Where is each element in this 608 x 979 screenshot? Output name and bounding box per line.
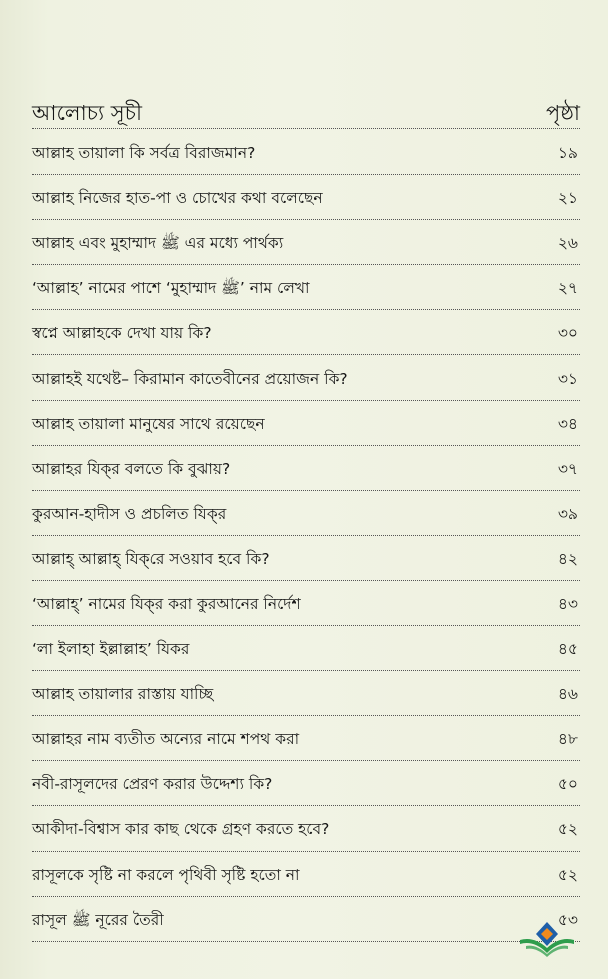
toc-entry-title: আল্লাহ নিজের হাত-পা ও চোখের কথা বলেছেন (32, 189, 323, 208)
toc-entry-page: ৫৩ (557, 910, 578, 929)
toc-header (32, 94, 580, 129)
toc-entry-title: আল্লাহই যথেষ্ট– কিরামান কাতেবীনের প্রয়োজন কি? (32, 369, 348, 388)
toc-entry-title: আকীদা-বিশ্বাস কার কাছ থেকে গ্রহণ করতে হবে? (32, 820, 330, 839)
toc-entry[interactable] (32, 716, 580, 761)
toc-entry-title: রাসূলকে সৃষ্টি না করলে পৃথিবী সৃষ্টি হতো না (32, 865, 300, 884)
toc-entry-page: ৩৭ (557, 459, 578, 478)
toc-entry-title: আল্লাহর নাম ব্যতীত অন্যের নামে শপথ করা (32, 730, 300, 749)
publisher-logo-icon (518, 918, 576, 958)
toc-entry-page: ৩৯ (557, 504, 578, 523)
toc-entry-page: ৫২ (557, 865, 578, 884)
toc-entry-title: স্বপ্নে আল্লাহকে দেখা যায় কি? (32, 324, 212, 343)
toc-entry[interactable] (32, 671, 580, 716)
toc-entry[interactable] (32, 581, 580, 626)
toc-entry-title: আল্লাহ তায়ালা কি সর্বত্র বিরাজমান? (32, 144, 256, 163)
toc-entry-title: আল্লাহ তায়ালার রাস্তায় যাচ্ছি (32, 685, 214, 704)
toc-entry[interactable] (32, 265, 580, 310)
toc-entry-title: রাসূল ﷺ নূরের তৈরী (32, 910, 164, 929)
toc-entry-page: ২১ (557, 189, 578, 208)
toc-entry-page: ৪৮ (557, 730, 578, 749)
toc-entry[interactable] (32, 401, 580, 446)
toc-entry[interactable] (32, 626, 580, 671)
toc-entry-page: ৪২ (557, 549, 578, 568)
toc-entry-page: ৪৬ (557, 685, 578, 704)
toc-entry[interactable] (32, 355, 580, 400)
table-of-contents (32, 130, 580, 942)
toc-entry-page: ১৯ (557, 144, 578, 163)
toc-entry[interactable] (32, 761, 580, 806)
toc-entry[interactable] (32, 130, 580, 175)
contents-heading: আলোচ্য সূচী (32, 101, 142, 125)
toc-entry-title: ‘লা ইলাহা ইল্লাল্লাহ’ যিকর (32, 640, 190, 659)
toc-entry[interactable] (32, 491, 580, 536)
toc-entry-title: কুরআন-হাদীস ও প্রচলিত যিক্‌র (32, 504, 227, 523)
toc-entry-title: আল্লাহর যিক্‌র বলতে কি বুঝায়? (32, 459, 231, 478)
toc-entry-page: ৫২ (557, 820, 578, 839)
toc-entry-title: আল্লাহ্‌ আল্লাহ্‌ যিক্‌রে সওয়াব হবে কি? (32, 549, 270, 568)
page-heading: পৃষ্ঠা (545, 101, 580, 125)
toc-entry-title: নবী-রাসূলদের প্রেরণ করার উদ্দেশ্য কি? (32, 775, 273, 794)
toc-entry-page: ৩১ (557, 369, 578, 388)
toc-entry-title: আল্লাহ তায়ালা মানুষের সাথে রয়েছেন (32, 414, 265, 433)
toc-entry-page: ৩০ (557, 324, 578, 343)
toc-entry[interactable] (32, 310, 580, 355)
toc-entry-page: ৩৪ (557, 414, 578, 433)
toc-entry-title: ‘আল্লাহ্‌’ নামের যিক্‌র করা কুরআনের নির্দেশ (32, 594, 301, 613)
toc-entry[interactable] (32, 852, 580, 897)
toc-entry-page: ২৭ (557, 279, 578, 298)
toc-entry[interactable] (32, 446, 580, 491)
toc-entry[interactable] (32, 175, 580, 220)
toc-entry-page: ৫০ (557, 775, 578, 794)
toc-entry-page: ২৬ (557, 234, 578, 253)
toc-entry-title: আল্লাহ এবং মুহাম্মাদ ﷺ এর মধ্যে পার্থক্য (32, 234, 284, 253)
toc-entry-page: ৪৩ (557, 594, 578, 613)
toc-entry[interactable] (32, 536, 580, 581)
toc-entry-title: ‘আল্লাহ’ নামের পাশে ‘মুহাম্মাদ ﷺ’ নাম লেখা (32, 279, 310, 298)
toc-entry-page: ৪৫ (557, 640, 578, 659)
toc-entry[interactable] (32, 897, 580, 942)
toc-entry[interactable] (32, 806, 580, 851)
toc-entry[interactable] (32, 220, 580, 265)
